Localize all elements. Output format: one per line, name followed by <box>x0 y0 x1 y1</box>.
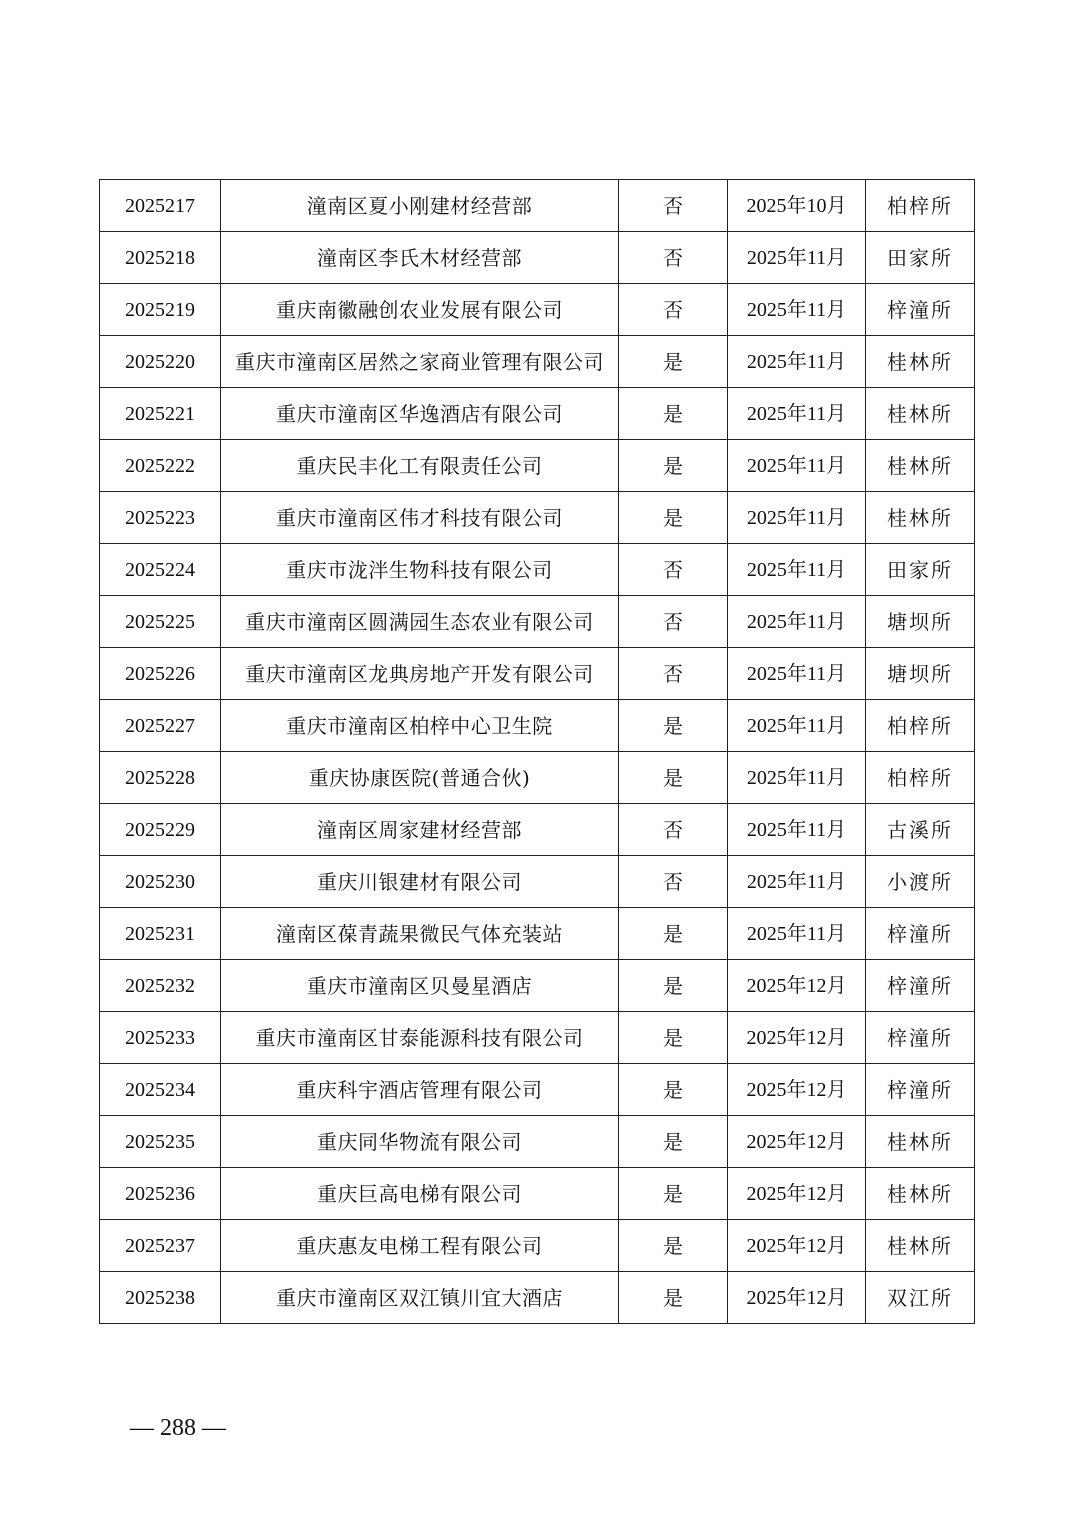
record-id-cell: 2025233 <box>100 1012 221 1064</box>
table-row <box>100 232 975 284</box>
company-name-cell: 重庆市潼南区甘泰能源科技有限公司 <box>221 1012 619 1064</box>
office-cell: 小渡所 <box>866 856 975 908</box>
office-cell: 桂林所 <box>866 336 975 388</box>
status-flag-cell: 是 <box>619 1168 728 1220</box>
table-row <box>100 752 975 804</box>
record-id-cell: 2025217 <box>100 180 221 232</box>
status-flag-cell: 是 <box>619 1220 728 1272</box>
record-id-cell: 2025221 <box>100 388 221 440</box>
table-row <box>100 1012 975 1064</box>
status-flag-cell: 是 <box>619 1116 728 1168</box>
record-id-cell: 2025224 <box>100 544 221 596</box>
company-name-cell: 重庆协康医院(普通合伙) <box>221 752 619 804</box>
office-cell: 田家所 <box>866 232 975 284</box>
month-cell: 2025年11月 <box>728 232 866 284</box>
office-cell: 梓潼所 <box>866 1064 975 1116</box>
record-id-cell: 2025238 <box>100 1272 221 1324</box>
status-flag-cell: 是 <box>619 1064 728 1116</box>
company-name-cell: 重庆惠友电梯工程有限公司 <box>221 1220 619 1272</box>
table-row <box>100 440 975 492</box>
month-cell: 2025年11月 <box>728 700 866 752</box>
table-row <box>100 544 975 596</box>
office-cell: 桂林所 <box>866 1168 975 1220</box>
record-id-cell: 2025220 <box>100 336 221 388</box>
company-name-cell: 重庆民丰化工有限责任公司 <box>221 440 619 492</box>
record-id-cell: 2025225 <box>100 596 221 648</box>
company-name-cell: 重庆市潼南区贝曼星酒店 <box>221 960 619 1012</box>
status-flag-cell: 是 <box>619 388 728 440</box>
record-id-cell: 2025227 <box>100 700 221 752</box>
table-row <box>100 336 975 388</box>
record-id-cell: 2025223 <box>100 492 221 544</box>
month-cell: 2025年12月 <box>728 1220 866 1272</box>
month-cell: 2025年11月 <box>728 492 866 544</box>
office-cell: 梓潼所 <box>866 284 975 336</box>
record-id-cell: 2025235 <box>100 1116 221 1168</box>
record-id-cell: 2025230 <box>100 856 221 908</box>
status-flag-cell: 否 <box>619 856 728 908</box>
record-id-cell: 2025229 <box>100 804 221 856</box>
office-cell: 柏梓所 <box>866 180 975 232</box>
company-name-cell: 重庆市潼南区圆满园生态农业有限公司 <box>221 596 619 648</box>
status-flag-cell: 否 <box>619 232 728 284</box>
office-cell: 桂林所 <box>866 492 975 544</box>
office-cell: 田家所 <box>866 544 975 596</box>
company-name-cell: 重庆川银建材有限公司 <box>221 856 619 908</box>
company-name-cell: 重庆市潼南区双江镇川宜大酒店 <box>221 1272 619 1324</box>
status-flag-cell: 是 <box>619 1272 728 1324</box>
month-cell: 2025年12月 <box>728 1116 866 1168</box>
month-cell: 2025年11月 <box>728 596 866 648</box>
records-table <box>99 179 975 1324</box>
month-cell: 2025年12月 <box>728 1272 866 1324</box>
month-cell: 2025年11月 <box>728 752 866 804</box>
month-cell: 2025年11月 <box>728 804 866 856</box>
table-row <box>100 492 975 544</box>
month-cell: 2025年12月 <box>728 1012 866 1064</box>
company-name-cell: 重庆市潼南区龙典房地产开发有限公司 <box>221 648 619 700</box>
status-flag-cell: 否 <box>619 804 728 856</box>
record-id-cell: 2025234 <box>100 1064 221 1116</box>
table-row <box>100 1220 975 1272</box>
table-row <box>100 1168 975 1220</box>
month-cell: 2025年11月 <box>728 856 866 908</box>
record-id-cell: 2025218 <box>100 232 221 284</box>
month-cell: 2025年10月 <box>728 180 866 232</box>
table-row <box>100 1064 975 1116</box>
table-row <box>100 856 975 908</box>
records-table-body <box>100 180 975 1324</box>
company-name-cell: 潼南区葆青蔬果微民气体充装站 <box>221 908 619 960</box>
company-name-cell: 重庆市潼南区伟才科技有限公司 <box>221 492 619 544</box>
status-flag-cell: 是 <box>619 492 728 544</box>
office-cell: 桂林所 <box>866 1116 975 1168</box>
month-cell: 2025年11月 <box>728 908 866 960</box>
office-cell: 塘坝所 <box>866 596 975 648</box>
office-cell: 桂林所 <box>866 1220 975 1272</box>
company-name-cell: 重庆巨高电梯有限公司 <box>221 1168 619 1220</box>
status-flag-cell: 否 <box>619 596 728 648</box>
table-row <box>100 804 975 856</box>
office-cell: 梓潼所 <box>866 908 975 960</box>
month-cell: 2025年11月 <box>728 388 866 440</box>
month-cell: 2025年11月 <box>728 440 866 492</box>
record-id-cell: 2025228 <box>100 752 221 804</box>
table-row <box>100 960 975 1012</box>
month-cell: 2025年11月 <box>728 284 866 336</box>
page-number: — 288 — <box>130 1415 226 1441</box>
month-cell: 2025年12月 <box>728 1168 866 1220</box>
record-id-cell: 2025232 <box>100 960 221 1012</box>
table-row <box>100 1272 975 1324</box>
company-name-cell: 重庆同华物流有限公司 <box>221 1116 619 1168</box>
status-flag-cell: 是 <box>619 336 728 388</box>
company-name-cell: 重庆市潼南区居然之家商业管理有限公司 <box>221 336 619 388</box>
table-row <box>100 388 975 440</box>
company-name-cell: 潼南区夏小刚建材经营部 <box>221 180 619 232</box>
month-cell: 2025年12月 <box>728 1064 866 1116</box>
company-name-cell: 重庆市潼南区华逸酒店有限公司 <box>221 388 619 440</box>
office-cell: 柏梓所 <box>866 752 975 804</box>
month-cell: 2025年11月 <box>728 648 866 700</box>
company-name-cell: 潼南区周家建材经营部 <box>221 804 619 856</box>
office-cell: 古溪所 <box>866 804 975 856</box>
status-flag-cell: 是 <box>619 908 728 960</box>
office-cell: 塘坝所 <box>866 648 975 700</box>
status-flag-cell: 否 <box>619 284 728 336</box>
table-row <box>100 700 975 752</box>
company-name-cell: 重庆南徽融创农业发展有限公司 <box>221 284 619 336</box>
company-name-cell: 重庆市潼南区柏梓中心卫生院 <box>221 700 619 752</box>
table-row <box>100 284 975 336</box>
month-cell: 2025年11月 <box>728 544 866 596</box>
record-id-cell: 2025236 <box>100 1168 221 1220</box>
month-cell: 2025年12月 <box>728 960 866 1012</box>
table-row <box>100 180 975 232</box>
company-name-cell: 重庆科宇酒店管理有限公司 <box>221 1064 619 1116</box>
table-row <box>100 648 975 700</box>
office-cell: 梓潼所 <box>866 1012 975 1064</box>
status-flag-cell: 否 <box>619 180 728 232</box>
record-id-cell: 2025219 <box>100 284 221 336</box>
record-id-cell: 2025226 <box>100 648 221 700</box>
company-name-cell: 重庆市泷泮生物科技有限公司 <box>221 544 619 596</box>
status-flag-cell: 否 <box>619 544 728 596</box>
month-cell: 2025年11月 <box>728 336 866 388</box>
company-name-cell: 潼南区李氏木材经营部 <box>221 232 619 284</box>
office-cell: 桂林所 <box>866 388 975 440</box>
table-row <box>100 1116 975 1168</box>
status-flag-cell: 是 <box>619 1012 728 1064</box>
status-flag-cell: 是 <box>619 960 728 1012</box>
status-flag-cell: 否 <box>619 648 728 700</box>
office-cell: 双江所 <box>866 1272 975 1324</box>
record-id-cell: 2025237 <box>100 1220 221 1272</box>
office-cell: 梓潼所 <box>866 960 975 1012</box>
status-flag-cell: 是 <box>619 752 728 804</box>
table-row <box>100 908 975 960</box>
office-cell: 桂林所 <box>866 440 975 492</box>
office-cell: 柏梓所 <box>866 700 975 752</box>
status-flag-cell: 是 <box>619 440 728 492</box>
status-flag-cell: 是 <box>619 700 728 752</box>
table-row <box>100 596 975 648</box>
record-id-cell: 2025231 <box>100 908 221 960</box>
record-id-cell: 2025222 <box>100 440 221 492</box>
